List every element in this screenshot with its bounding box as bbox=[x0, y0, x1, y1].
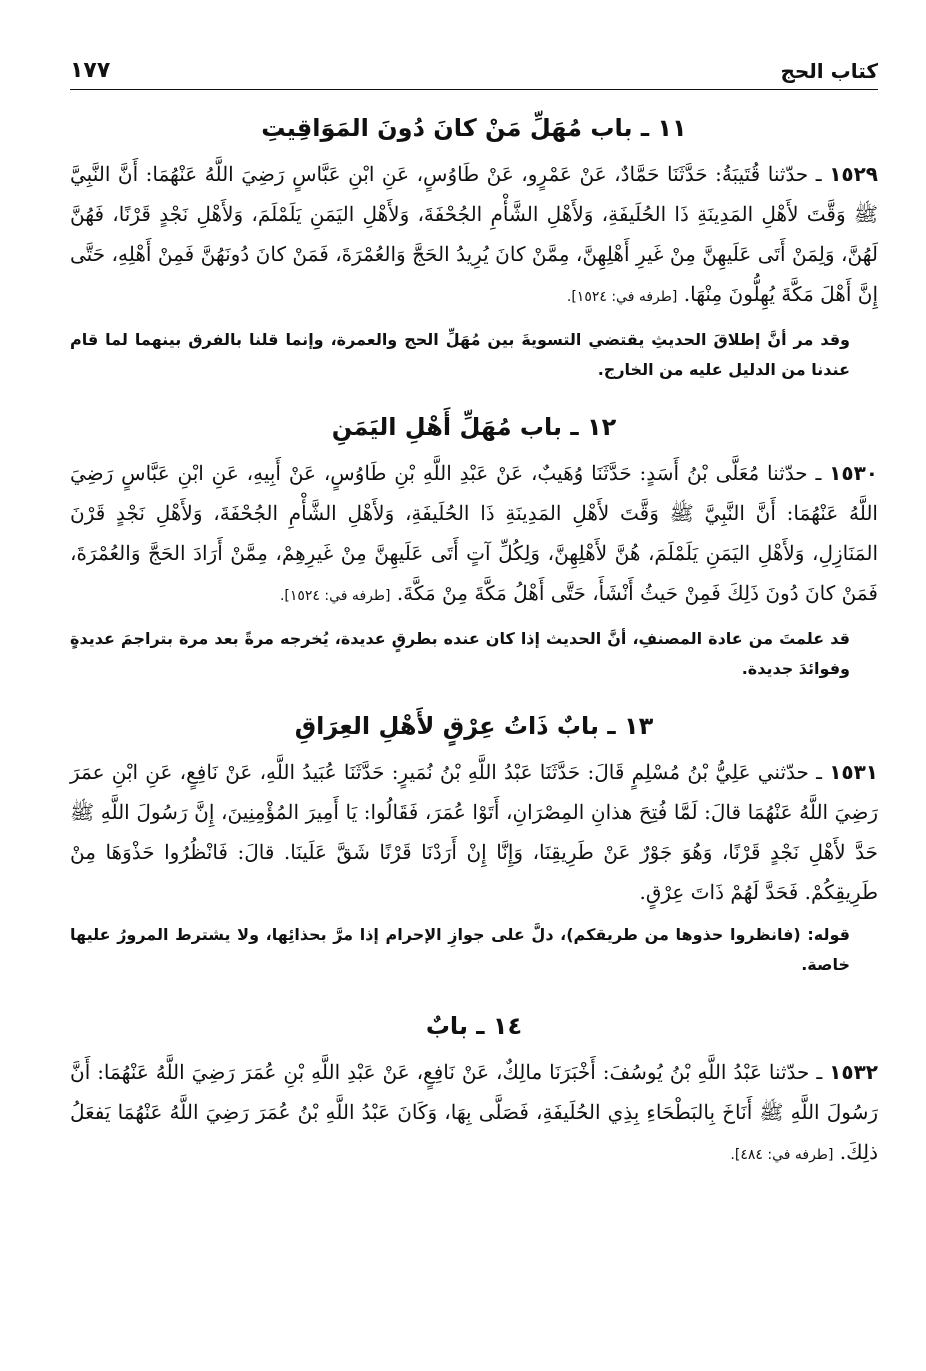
hadith-text bbox=[70, 1052, 878, 1175]
chapter-heading: ١٢ ـ باب مُهَلِّ أَهْلِ اليَمَنِ bbox=[331, 413, 617, 441]
hadith-number: ١٥٣١ bbox=[829, 760, 879, 784]
chapter-heading: ١٤ ـ بابٌ bbox=[425, 1012, 523, 1040]
cross-reference: [طرفه في: ٤٨٤]. bbox=[730, 1147, 834, 1163]
hadith-body: ـ حدّثني عَلِيُّ بْنُ مُسْلِمٍ قَالَ: حَدَّثَنَا عَبْدُ اللَّهِ بْنُ نُمَيرٍ: حَدَّثَنَا عُبَيدُ اللَّهِ، عَنْ نَافِعٍ، عَنِ ابْنِ عمَرَ رَضِيَ اللَّهُ عَنْهُمَا قالَ: لَمَّا فُتِحَ هذانِ المِصْرَانِ، أَتَوْا عُمَرَ، فَقَالُوا: يَا أَمِيرَ المُؤْمِنِينَ، إِنَّ رَسُولَ اللَّهِ ﷺ حَدَّ لأَهْلِ نَجْدٍ قَرْنًا، وَهُوَ جَوْرٌ عَنْ طَرِيقِنَا، وَإِنَّا إِنْ أَرَدْنَا قَرْنًا شَقَّ عَلَينَا. قالَ: فَانْظُرُوا حَذْوَهَا مِنْ طَرِيقِكُمْ. فَحَدَّ لَهُمْ ذَاتَ عِرْقٍ. bbox=[70, 760, 878, 904]
chapter-11 bbox=[70, 108, 878, 385]
chapter-14 bbox=[70, 1006, 878, 1175]
book-page bbox=[70, 40, 878, 1175]
hadith-body: ـ حدّثنا عَبْدُ اللَّهِ بْنُ يُوسُفَ: أَخْبَرَنَا مالِكٌ، عَنْ نَافِعٍ، عَنْ عَبْدِ اللَّهِ بْنِ عُمَرَ رَضِيَ اللَّهُ عَنْهُمَا: أَنَّ رَسُولَ اللَّهِ ﷺ أَنَاخَ بِالبَطْحَاءِ بِذِي الحُلَيفَةِ، فَصَلَّى بِهَا، وَكَانَ عَبْدُ اللَّهِ بْنُ عُمَرَ رَضِيَ اللَّهُ عَنْهُمَا يَفعَلُ ذلِكَ. bbox=[70, 1060, 878, 1164]
hadith-text bbox=[70, 154, 878, 317]
chapter-13 bbox=[70, 706, 878, 980]
hadith-number: ١٥٣٠ bbox=[829, 461, 878, 485]
book-title: كتاب الحج bbox=[780, 59, 878, 83]
chapter-heading: ١١ ـ باب مُهَلِّ مَنْ كانَ دُونَ المَوَاقِيتِ bbox=[261, 114, 687, 142]
cross-reference: [طرفه في: ١٥٢٤]. bbox=[279, 588, 391, 604]
hadith-body: ـ حدّثنا مُعَلَّى بْنُ أَسَدٍ: حَدَّثَنَا وُهَيبٌ، عَنْ عَبْدِ اللَّهِ بْنِ طَاوُسٍ، عَنْ أَبِيهِ، عَنِ ابْنِ عَبَّاسٍ رَضِيَ اللَّهُ عَنْهُمَا: أَنَّ النَّبِيَّ ﷺ وَقَّتَ لأَهْلِ المَدِينَةِ ذَا الحُلَيفَةِ، وَلأَهْلِ الشَّأْمِ الجُحْفَةَ، وَلأَهْلِ نَجْدٍ قَرْنَ المَنَازِلِ، وَلأَهْلِ اليَمَنِ يَلَمْلَمَ، هُنَّ لأَهْلِهِنَّ، وَلِكُلِّ آتٍ أَتَى عَلَيهِنَّ مِنْ غَيرِهِمْ، مِمَّنْ أَرَادَ الحَجَّ وَالعُمْرَةَ، فَمَنْ كانَ دُونَ ذَلِكَ فَمِنْ حَيثُ أَنْشَأَ، حَتَّى أَهْلُ مَكَّةَ مِنْ مَكَّةَ. bbox=[70, 461, 878, 605]
page-number: ١٧٧ bbox=[70, 58, 111, 83]
chapter-12 bbox=[70, 407, 878, 684]
hadith-number: ١٥٣٢ bbox=[829, 1060, 878, 1084]
commentary: قوله: (فانظروا حذوها من طريقكم)، دلَّ على جوازِ الإحرام إذا مرَّ بحذائِها، ولا يشترط المرورُ عليها خاصة. bbox=[70, 925, 850, 974]
hadith-text bbox=[70, 453, 878, 616]
chapter-heading: ١٣ ـ بابٌ ذَاتُ عِرْقٍ لأَهْلِ العِرَاقِ bbox=[294, 712, 654, 740]
cross-reference: [طرفه في: ١٥٢٤]. bbox=[566, 289, 678, 305]
commentary: قد علمتَ من عادة المصنفِ، أنَّ الحديث إذا كان عنده بطرقٍ عديدة، يُخرجه مرةً بعد مرة بتراجمَ عديدةٍ وفوائدَ جديدة. bbox=[70, 629, 850, 678]
hadith-text bbox=[70, 752, 878, 912]
running-head bbox=[70, 40, 878, 90]
hadith-number: ١٥٢٩ bbox=[829, 162, 879, 186]
hadith-body: ـ حدّثنا قُتَيبَةُ: حَدَّثَنَا حَمَّادٌ، عَنْ عَمْرٍو، عَنْ طَاوُسٍ، عَنِ ابْنِ عَبَّاسٍ رَضِيَ اللَّهُ عَنْهُمَا: أَنَّ النَّبِيَّ ﷺ وَقَّتَ لأَهْلِ المَدِينَةِ ذَا الحُلَيفَةِ، وَلأَهْلِ الشَّأْمِ الجُحْفَةَ، وَلأَهْلِ اليَمَنِ يَلَمْلَمَ، وَلأَهْلِ نَجْدٍ قَرْنًا، فَهُنَّ لَهُنَّ، وَلِمَنْ أَتَى عَلَيهِنَّ مِنْ غَيرِ أَهْلِهِنَّ، مِمَّنْ كانَ يُرِيدُ الحَجَّ وَالعُمْرَةَ، فَمَنْ كانَ دُونَهُنَّ فَمِنْ أَهْلِهِ، حَتَّى إِنَّ أَهْلَ مَكَّةَ يُهِلُّونَ مِنْهَا. bbox=[70, 162, 878, 306]
commentary: وقد مر أنَّ إطلاقَ الحديثِ يقتضي التسويةَ بين مُهَلِّ الحج والعمرة، وإنما قلنا بالفرق بينهما لما قام عندنا من الدليل عليه من الخارج. bbox=[70, 330, 850, 379]
